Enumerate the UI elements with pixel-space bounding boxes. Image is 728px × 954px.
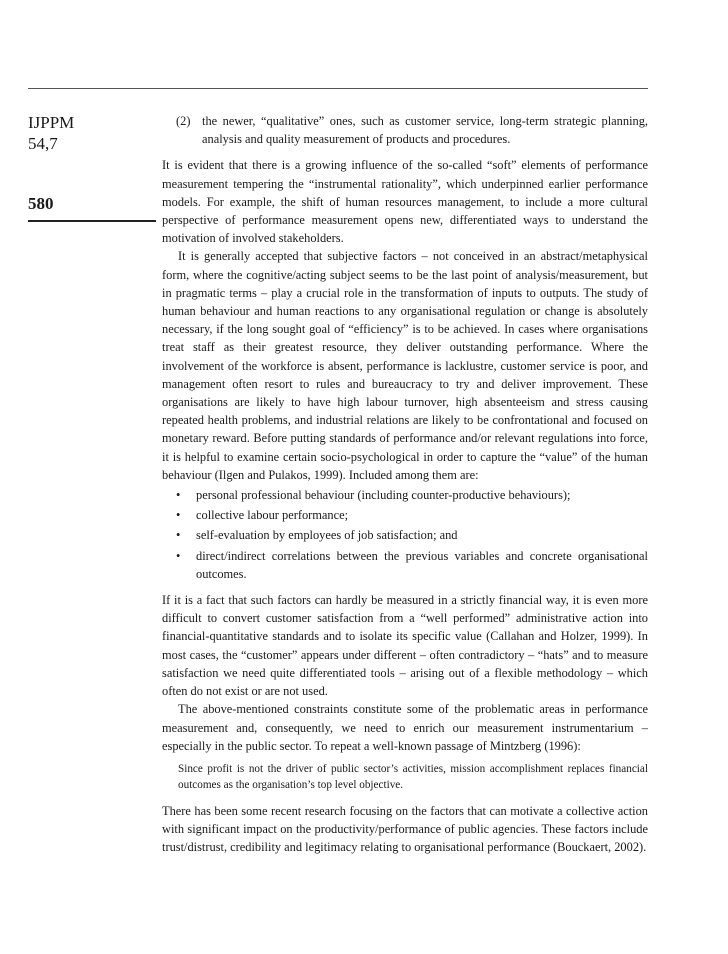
paragraph-5: There has been some recent research focusing on the factors that can motivate a collective action with significant impact on the productivity/performance of public agencies. These factors include trust/distrust, credibility and legitimacy relating to organisational performance (Bouckaert, 2002). [162,803,648,855]
bullet-icon: • [176,508,181,523]
paragraph-2: It is generally accepted that subjective factors – not conceived in an abstract/metaphysical form, where the cognitive/acting subject seems to be the last point of analysis/measurement, but in pragmatic terms – play a crucial role in the transformation of inputs to outputs. The study of human behaviour and human reactions to any organisational regulation or change is absolutely necessary, if the long sought goal of “efficiency” is to be achieved. In cases where organisations treat staff as their greatest resource, they deliver outstanding performance. Where the involvement of the workforce is absent, performance is lacklustre, customer service is poor, and management often resort to rules and bureaucracy to try and deliver improvement. These organisations are likely to have high labour turnover, high absenteeism and stress causing repeated health problems, and industrial relations are likely to be confrontational and focused on monetary reward. Before putting standards of performance and/or relevant regulations into force, it is helpful to examine certain socio-psychological in order to capture the “value” of the human behaviour (Ilgen and Pulakos, 1999). Included among them are: [162,249,648,482]
paragraph-1: It is evident that there is a growing influence of the so-called “soft” elements of performance measurement tempering the “instrumental rationality”, which underpinned earlier performance models. For example, the shift of human resources management, to include a more cultural perspective of performance measurement opens new, differentiated ways to understand the motivation of involved stakeholders. [162,158,648,246]
body-text [162,112,648,857]
item-number: (2) [176,114,191,128]
page-number: 580 [28,194,156,222]
bullet-icon: • [176,528,181,543]
paragraph-3: If it is a fact that such factors can hardly be measured in a strictly financial way, it is even more difficult to convert customer satisfaction from a “well performed” administrative action into financial-quantitative standards and to isolate its specific value (Callahan and Holzer, 1999). In most cases, the “customer” appears under different – often contradictory – “hats” and to measure satisfaction we need quite differentiated tools – arising out of a flexible methodology – which often do not exist or are not used. [162,593,648,699]
numbered-item [162,112,648,148]
list-item: • direct/indirect correlations between the previous variables and concrete organisational outcomes. [176,547,648,583]
list-item: • collective labour performance; [176,506,648,524]
bullet-icon: • [176,488,181,503]
bullet-list [176,486,648,583]
journal-abbreviation: IJPPM [28,113,75,132]
bullet-icon: • [176,548,181,563]
list-item: • personal professional behaviour (including counter-productive behaviours); [176,486,648,504]
margin-sidebar [28,112,156,222]
list-item: • self-evaluation by employees of job satisfaction; and [176,526,648,544]
item-text: the newer, “qualitative” ones, such as customer service, long-term strategic planning, analysis and quality measurement of products and procedures. [202,114,648,147]
block-quote: Since profit is not the driver of public sector’s activities, mission accomplishment replaces financial outcomes as the organisation’s top level objective. [178,762,648,792]
header-rule [28,88,648,89]
volume-issue: 54,7 [28,134,58,153]
paragraph-4: The above-mentioned constraints constitute some of the problematic areas in performance measurement and, consequently, we need to enrich our measurement instrumentarium – especially in the public sector. To repeat a well-known passage of Mintzberg (1996): [162,702,648,753]
